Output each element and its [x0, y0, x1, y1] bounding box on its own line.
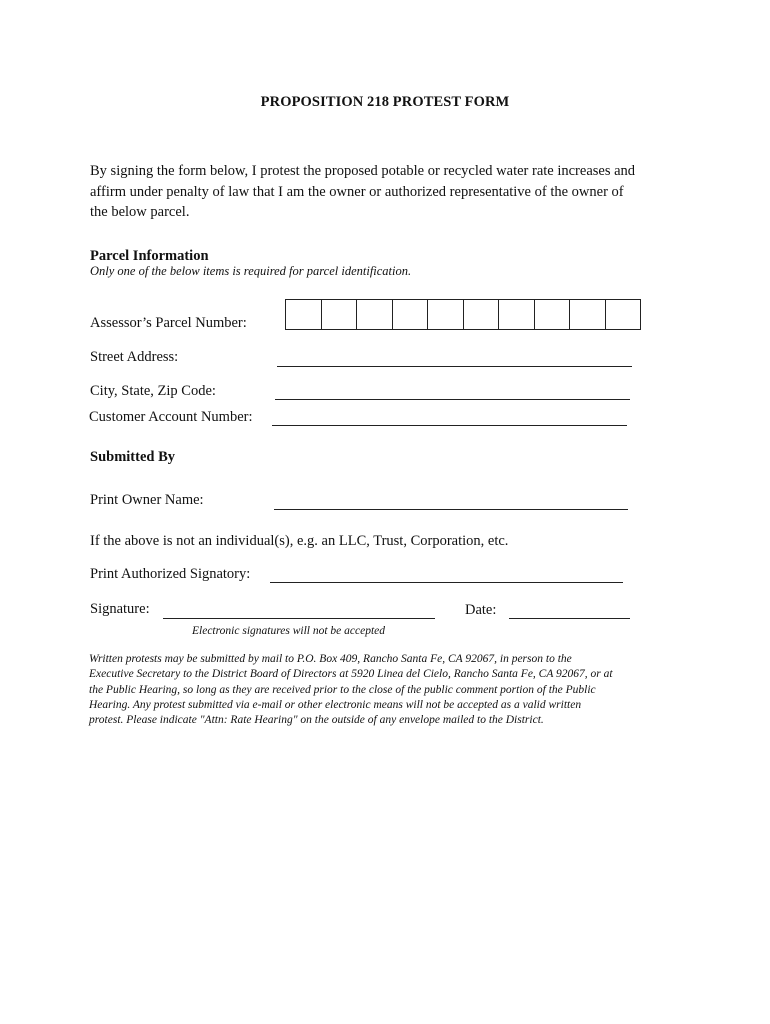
signature-label: Signature: [90, 601, 150, 617]
owner-name-field[interactable] [274, 509, 628, 510]
apn-label: Assessor’s Parcel Number: [90, 315, 247, 331]
apn-digit-box[interactable] [499, 300, 535, 329]
date-label: Date: [465, 602, 497, 618]
street-address-field[interactable] [277, 366, 632, 367]
signature-field[interactable] [163, 618, 435, 619]
intro-paragraph [90, 161, 690, 223]
apn-digit-box[interactable] [570, 300, 606, 329]
instruction-line: Written protests may be submitted by mail to P.O. Box 409, Rancho Santa Fe, CA 92067, in person to the [89, 653, 572, 665]
instruction-line: Hearing. Any protest submitted via e-mail or other electronic means will not be accepted as a valid written [89, 698, 582, 711]
authorized-signatory-field[interactable] [270, 582, 623, 583]
intro-line: the below parcel. [90, 204, 190, 220]
apn-digit-box[interactable] [428, 300, 464, 329]
parcel-identification-note: Only one of the below items is required for parcel identification. [90, 264, 412, 278]
submitted-by-heading: Submitted By [90, 449, 176, 465]
owner-name-label: Print Owner Name: [90, 492, 204, 508]
apn-digit-box[interactable] [606, 300, 641, 329]
parcel-information-heading: Parcel Information [90, 248, 209, 264]
authorized-signatory-label: Print Authorized Signatory: [90, 566, 251, 582]
apn-digit-box[interactable] [322, 300, 358, 329]
customer-account-label: Customer Account Number: [89, 409, 253, 425]
entity-note: If the above is not an individual(s), e.g. an LLC, Trust, Corporation, etc. [90, 533, 509, 549]
city-state-zip-label: City, State, Zip Code: [90, 383, 216, 399]
city-state-zip-field[interactable] [275, 399, 630, 400]
submission-instructions [89, 652, 689, 728]
electronic-signature-note: Electronic signatures will not be accepted [192, 625, 386, 637]
street-address-label: Street Address: [90, 349, 179, 365]
apn-digit-box[interactable] [286, 300, 322, 329]
instruction-line: protest. Please indicate "Attn: Rate Hearing" on the outside of any envelope mailed to the District. [89, 714, 544, 727]
date-field[interactable] [509, 618, 630, 619]
apn-digit-box[interactable] [357, 300, 393, 329]
apn-digit-box[interactable] [393, 300, 429, 329]
apn-input-boxes[interactable] [285, 299, 641, 330]
intro-line: By signing the form below, I protest the proposed potable or recycled water rate increases and [90, 163, 636, 179]
apn-digit-box[interactable] [535, 300, 571, 329]
instruction-line: Executive Secretary to the District Board of Directors at 5920 Linea del Cielo, Rancho Santa Fe, CA 92067, or at [89, 668, 613, 681]
customer-account-field[interactable] [272, 425, 627, 426]
apn-digit-box[interactable] [464, 300, 500, 329]
instruction-line: the Public Hearing, so long as they are received prior to the close of the public comment portion of the Public [89, 683, 596, 696]
form-title: PROPOSITION 218 PROTEST FORM [260, 94, 510, 110]
intro-line: affirm under penalty of law that I am the owner or authorized representative of the owner of [90, 183, 624, 200]
